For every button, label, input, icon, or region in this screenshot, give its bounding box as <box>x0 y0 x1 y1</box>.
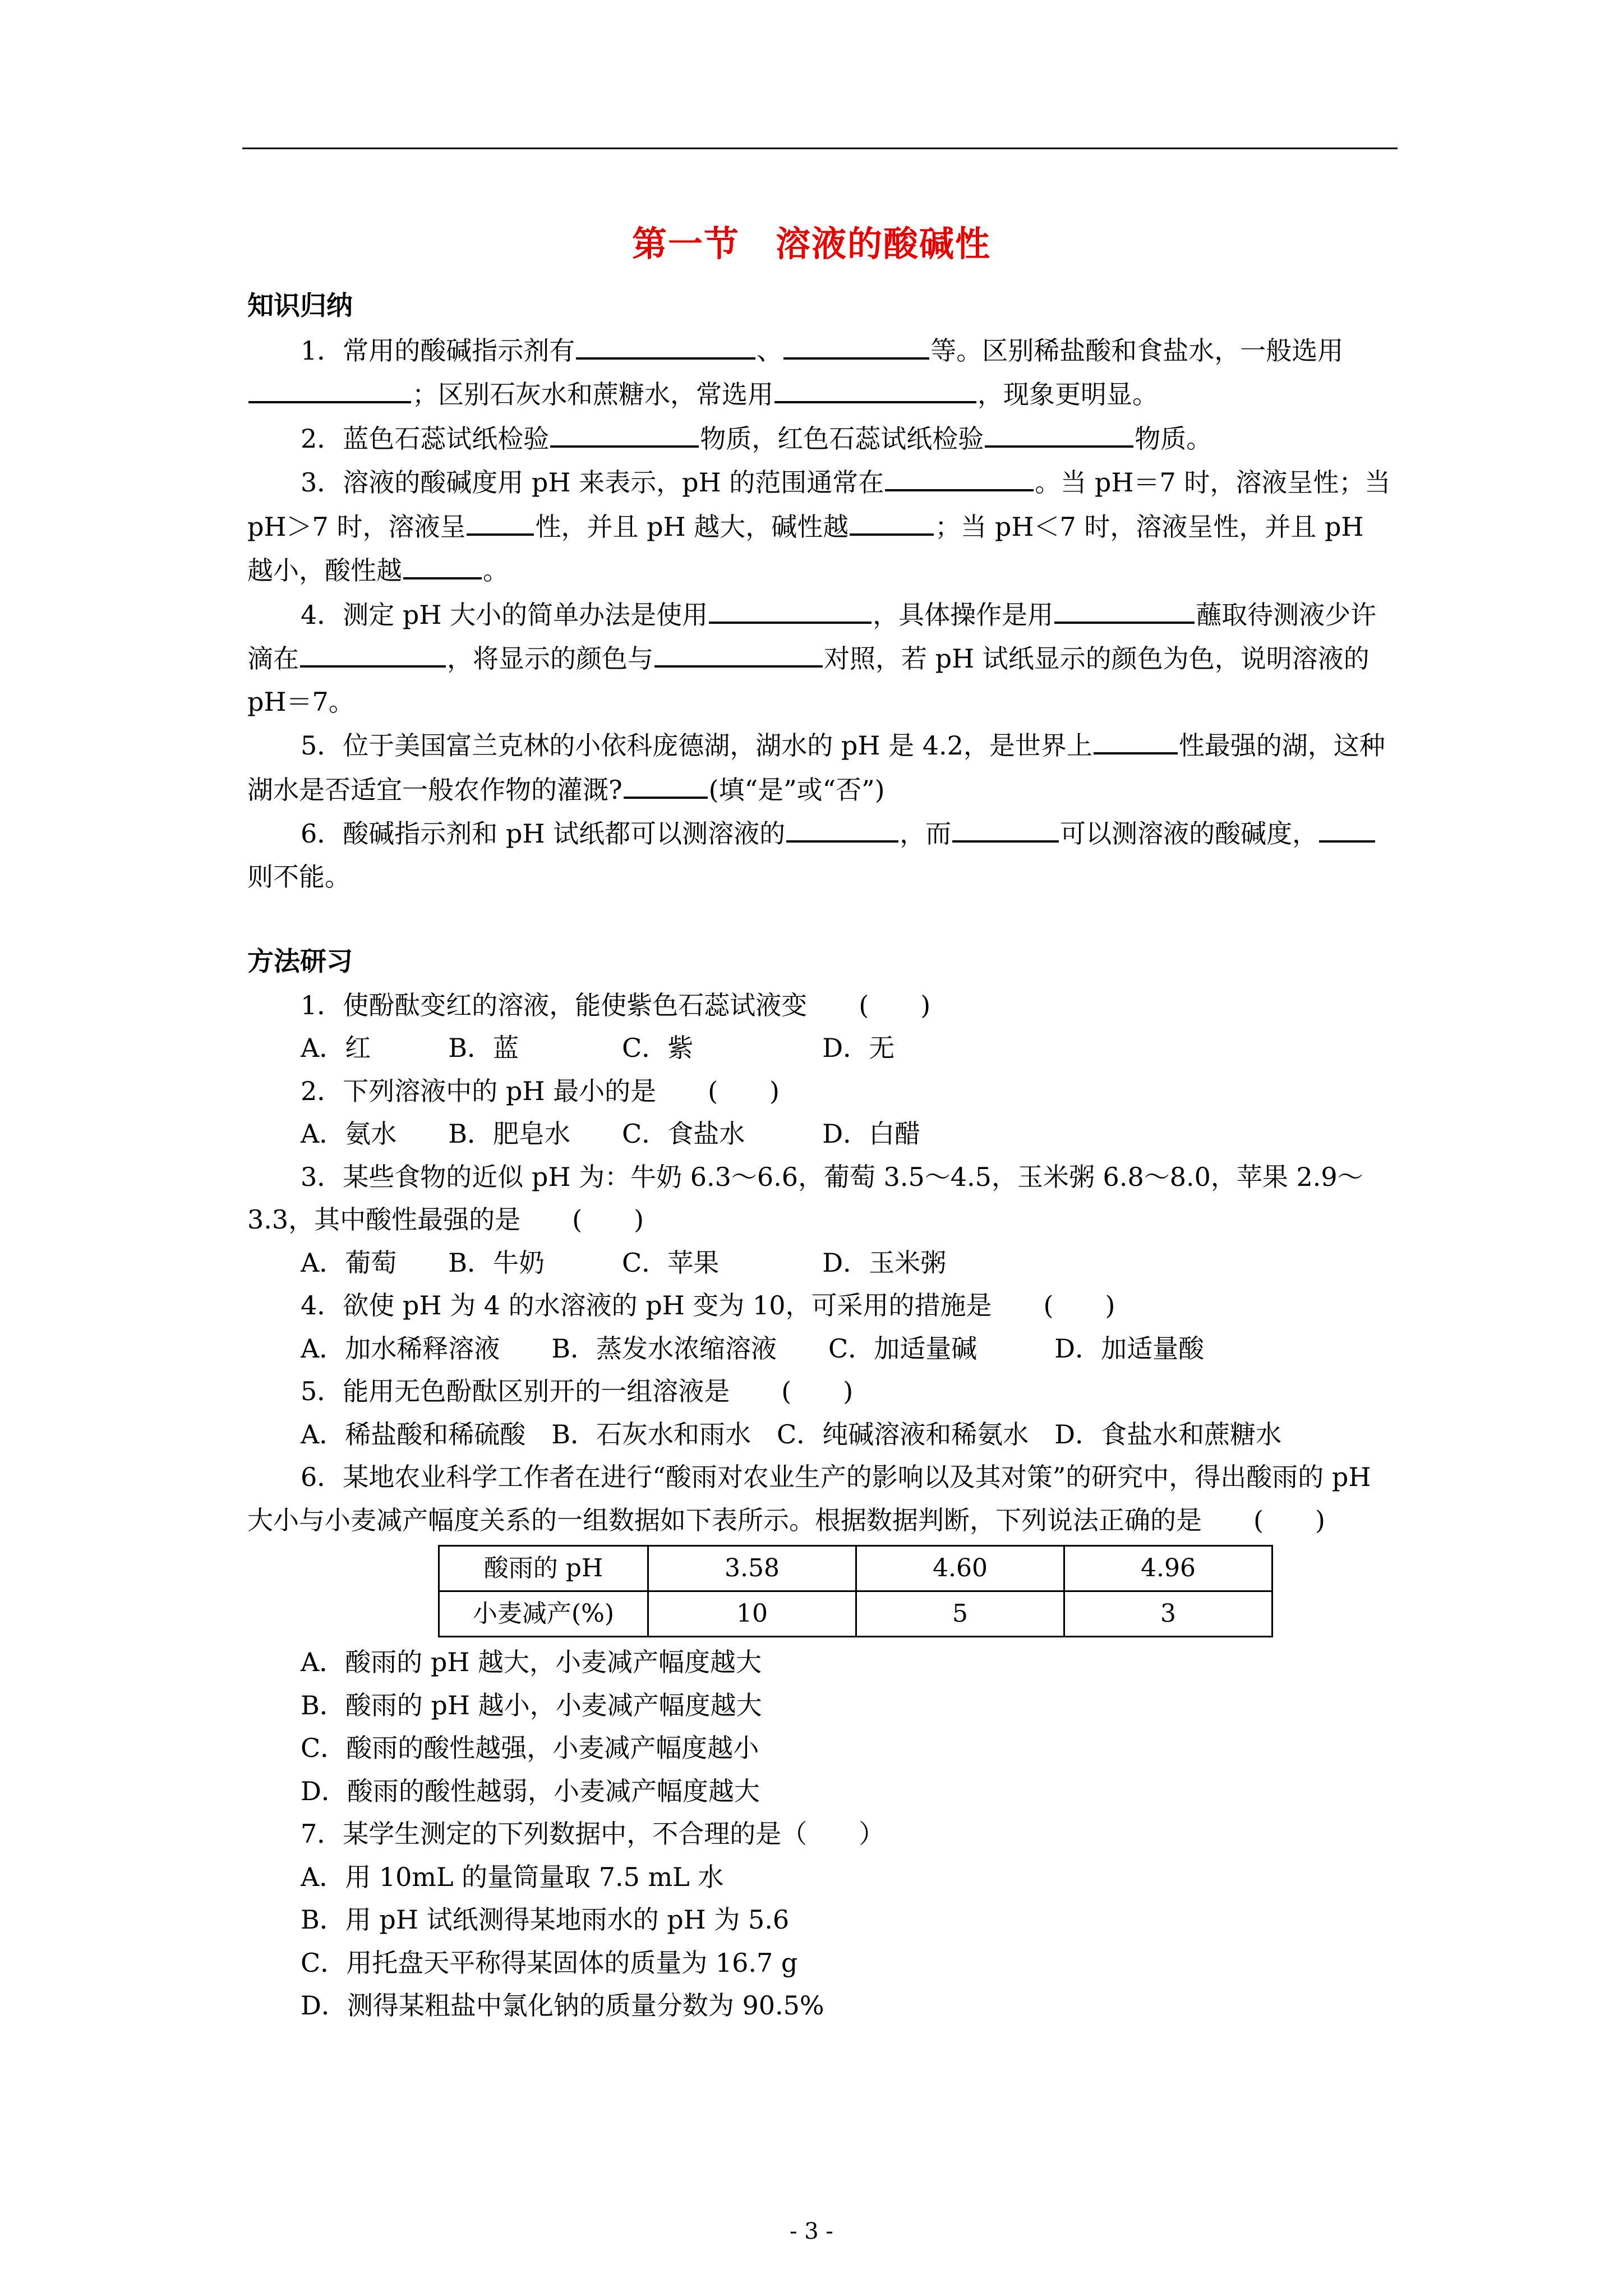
knowledge-item-1: 1．常用的酸碱指示剂有 、 等。区别稀盐酸和食盐水，一般选用；区别石灰水和蔗糖水，常选用 ，现象更明显。 <box>247 328 1397 416</box>
answer-blank[interactable] <box>850 504 934 536</box>
section-heading-knowledge: 知识归纳 <box>247 291 353 321</box>
answer-blank[interactable] <box>952 811 1059 843</box>
answer-blank[interactable] <box>786 811 898 843</box>
question-6-option-c: C．酸雨的酸性越强，小麦减产幅度越小 <box>301 1733 759 1763</box>
table-cell: 10 <box>648 1591 856 1637</box>
answer-blank[interactable] <box>709 592 872 624</box>
question-4-options: A．加水稀释溶液 B．蒸发水浓缩溶液 C．加适量碱 D．加适量酸 <box>301 1333 1205 1364</box>
answer-blank[interactable] <box>654 636 823 668</box>
answer-blank[interactable] <box>248 372 411 403</box>
table-cell: 3.58 <box>648 1546 856 1591</box>
answer-blank[interactable] <box>985 416 1133 448</box>
question-2: 2．下列溶液中的 pH 最小的是 ( ) <box>301 1075 780 1106</box>
answer-blank[interactable] <box>403 548 482 579</box>
question-1-options: A．红 B．蓝 C．紫 D．无 <box>301 1033 895 1063</box>
answer-blank[interactable] <box>1094 723 1178 754</box>
page-title: 第一节 溶液的酸碱性 <box>631 223 991 264</box>
answer-blank[interactable] <box>774 372 976 403</box>
answer-blank[interactable] <box>576 328 755 360</box>
knowledge-item-2: 2．蓝色石蕊试纸检验 物质，红色石蕊试纸检验 物质。 <box>247 416 1397 461</box>
question-6-option-d: D．酸雨的酸性越弱，小麦减产幅度越大 <box>301 1775 760 1806</box>
knowledge-item-3: 3．溶液的酸碱度用 pH 来表示，pH 的范围通常在 。当 pH＝7 时，溶液呈性；当 pH＞7 时，溶液呈 性，并且 pH 越大，碱性越 ；当 pH＜7 时，溶液呈性，并且 pH 越小，酸性越 。 <box>247 460 1397 592</box>
document-body <box>247 285 1397 2027</box>
knowledge-item-4: 4．测定 pH 大小的简单办法是使用 ，具体操作是用 蘸取待测液少许滴在 ，将显示的颜色与 对照，若 pH 试纸显示的颜色为色，说明溶液的 pH＝7。 <box>247 592 1397 724</box>
table-cell: 4.60 <box>856 1546 1064 1591</box>
question-7-option-a: A．用 10mL 的量筒量取 7.5 mL 水 <box>301 1861 724 1892</box>
question-6-option-b: B．酸雨的 pH 越小，小麦减产幅度越大 <box>301 1690 762 1720</box>
answer-blank[interactable] <box>885 460 1034 491</box>
answer-blank[interactable] <box>467 504 534 536</box>
table-row-label: 小麦减产(%) <box>439 1591 648 1637</box>
question-7-option-d: D．测得某粗盐中氯化钠的质量分数为 90.5% <box>301 1990 824 2021</box>
question-6-option-a: A．酸雨的 pH 越大，小麦减产幅度越大 <box>301 1647 762 1677</box>
table-row <box>439 1591 1272 1637</box>
table-cell: 5 <box>856 1591 1064 1637</box>
question-1: 1．使酚酞变红的溶液，能使紫色石蕊试液变 ( ) <box>301 990 931 1020</box>
knowledge-item-6: 6．酸碱指示剂和 pH 试纸都可以测溶液的 ，而 可以测溶液的酸碱度，则不能。 <box>247 811 1397 898</box>
page-number: - 3 - <box>790 2219 833 2244</box>
question-4: 4．欲使 pH 为 4 的水溶液的 pH 变为 10，可采用的措施是 ( ) <box>301 1290 1115 1320</box>
section-heading-methods: 方法研习 <box>247 946 353 977</box>
section-spacer <box>247 898 1397 941</box>
answer-blank[interactable] <box>783 328 929 360</box>
question-3-options: A．葡萄 B．牛奶 C．苹果 D．玉米粥 <box>301 1247 947 1278</box>
question-6: 6．某地农业科学工作者在进行“酸雨对农业生产的影响以及其对策”的研究中，得出酸雨的 pH 大小与小麦减产幅度关系的一组数据如下表所示。根据数据判断，下列说法正确的是 ( ) <box>247 1462 1371 1535</box>
answer-blank[interactable] <box>1319 811 1375 843</box>
acid-rain-data-table <box>438 1545 1273 1637</box>
question-3: 3．某些食物的近似 pH 为：牛奶 6.3～6.6，葡萄 3.5～4.5，玉米粥 6.8～8.0，苹果 2.9～3.3，其中酸性最强的是 ( ) <box>247 1161 1363 1235</box>
answer-blank[interactable] <box>1054 592 1195 624</box>
answer-blank[interactable] <box>624 767 708 799</box>
question-2-options: A．氨水 B．肥皂水 C．食盐水 D．白醋 <box>301 1119 921 1149</box>
table-cell: 4.96 <box>1064 1546 1272 1591</box>
knowledge-item-5: 5．位于美国富兰克林的小依科庞德湖，湖水的 pH 是 4.2，是世界上 性最强的湖，这种湖水是否适宜一般农作物的灌溉? (填“是”或“否”) <box>247 723 1397 811</box>
question-7: 7．某学生测定的下列数据中，不合理的是（ ） <box>301 1819 885 1849</box>
question-5-options: A．稀盐酸和稀硫酸 B．石灰水和雨水 C．纯碱溶液和稀氨水 D．食盐水和蔗糖水 <box>301 1419 1282 1450</box>
question-7-option-c: C．用托盘天平称得某固体的质量为 16.7 g <box>301 1947 798 1978</box>
question-7-option-b: B．用 pH 试纸测得某地雨水的 pH 为 5.6 <box>301 1904 790 1935</box>
table-cell: 3 <box>1064 1591 1272 1637</box>
table-row-label: 酸雨的 pH <box>439 1546 648 1591</box>
answer-blank[interactable] <box>300 636 446 668</box>
answer-blank[interactable] <box>550 416 699 448</box>
question-5: 5．能用无色酚酞区别开的一组溶液是 ( ) <box>301 1376 854 1406</box>
header-rule <box>242 148 1398 149</box>
table-row <box>439 1546 1272 1591</box>
